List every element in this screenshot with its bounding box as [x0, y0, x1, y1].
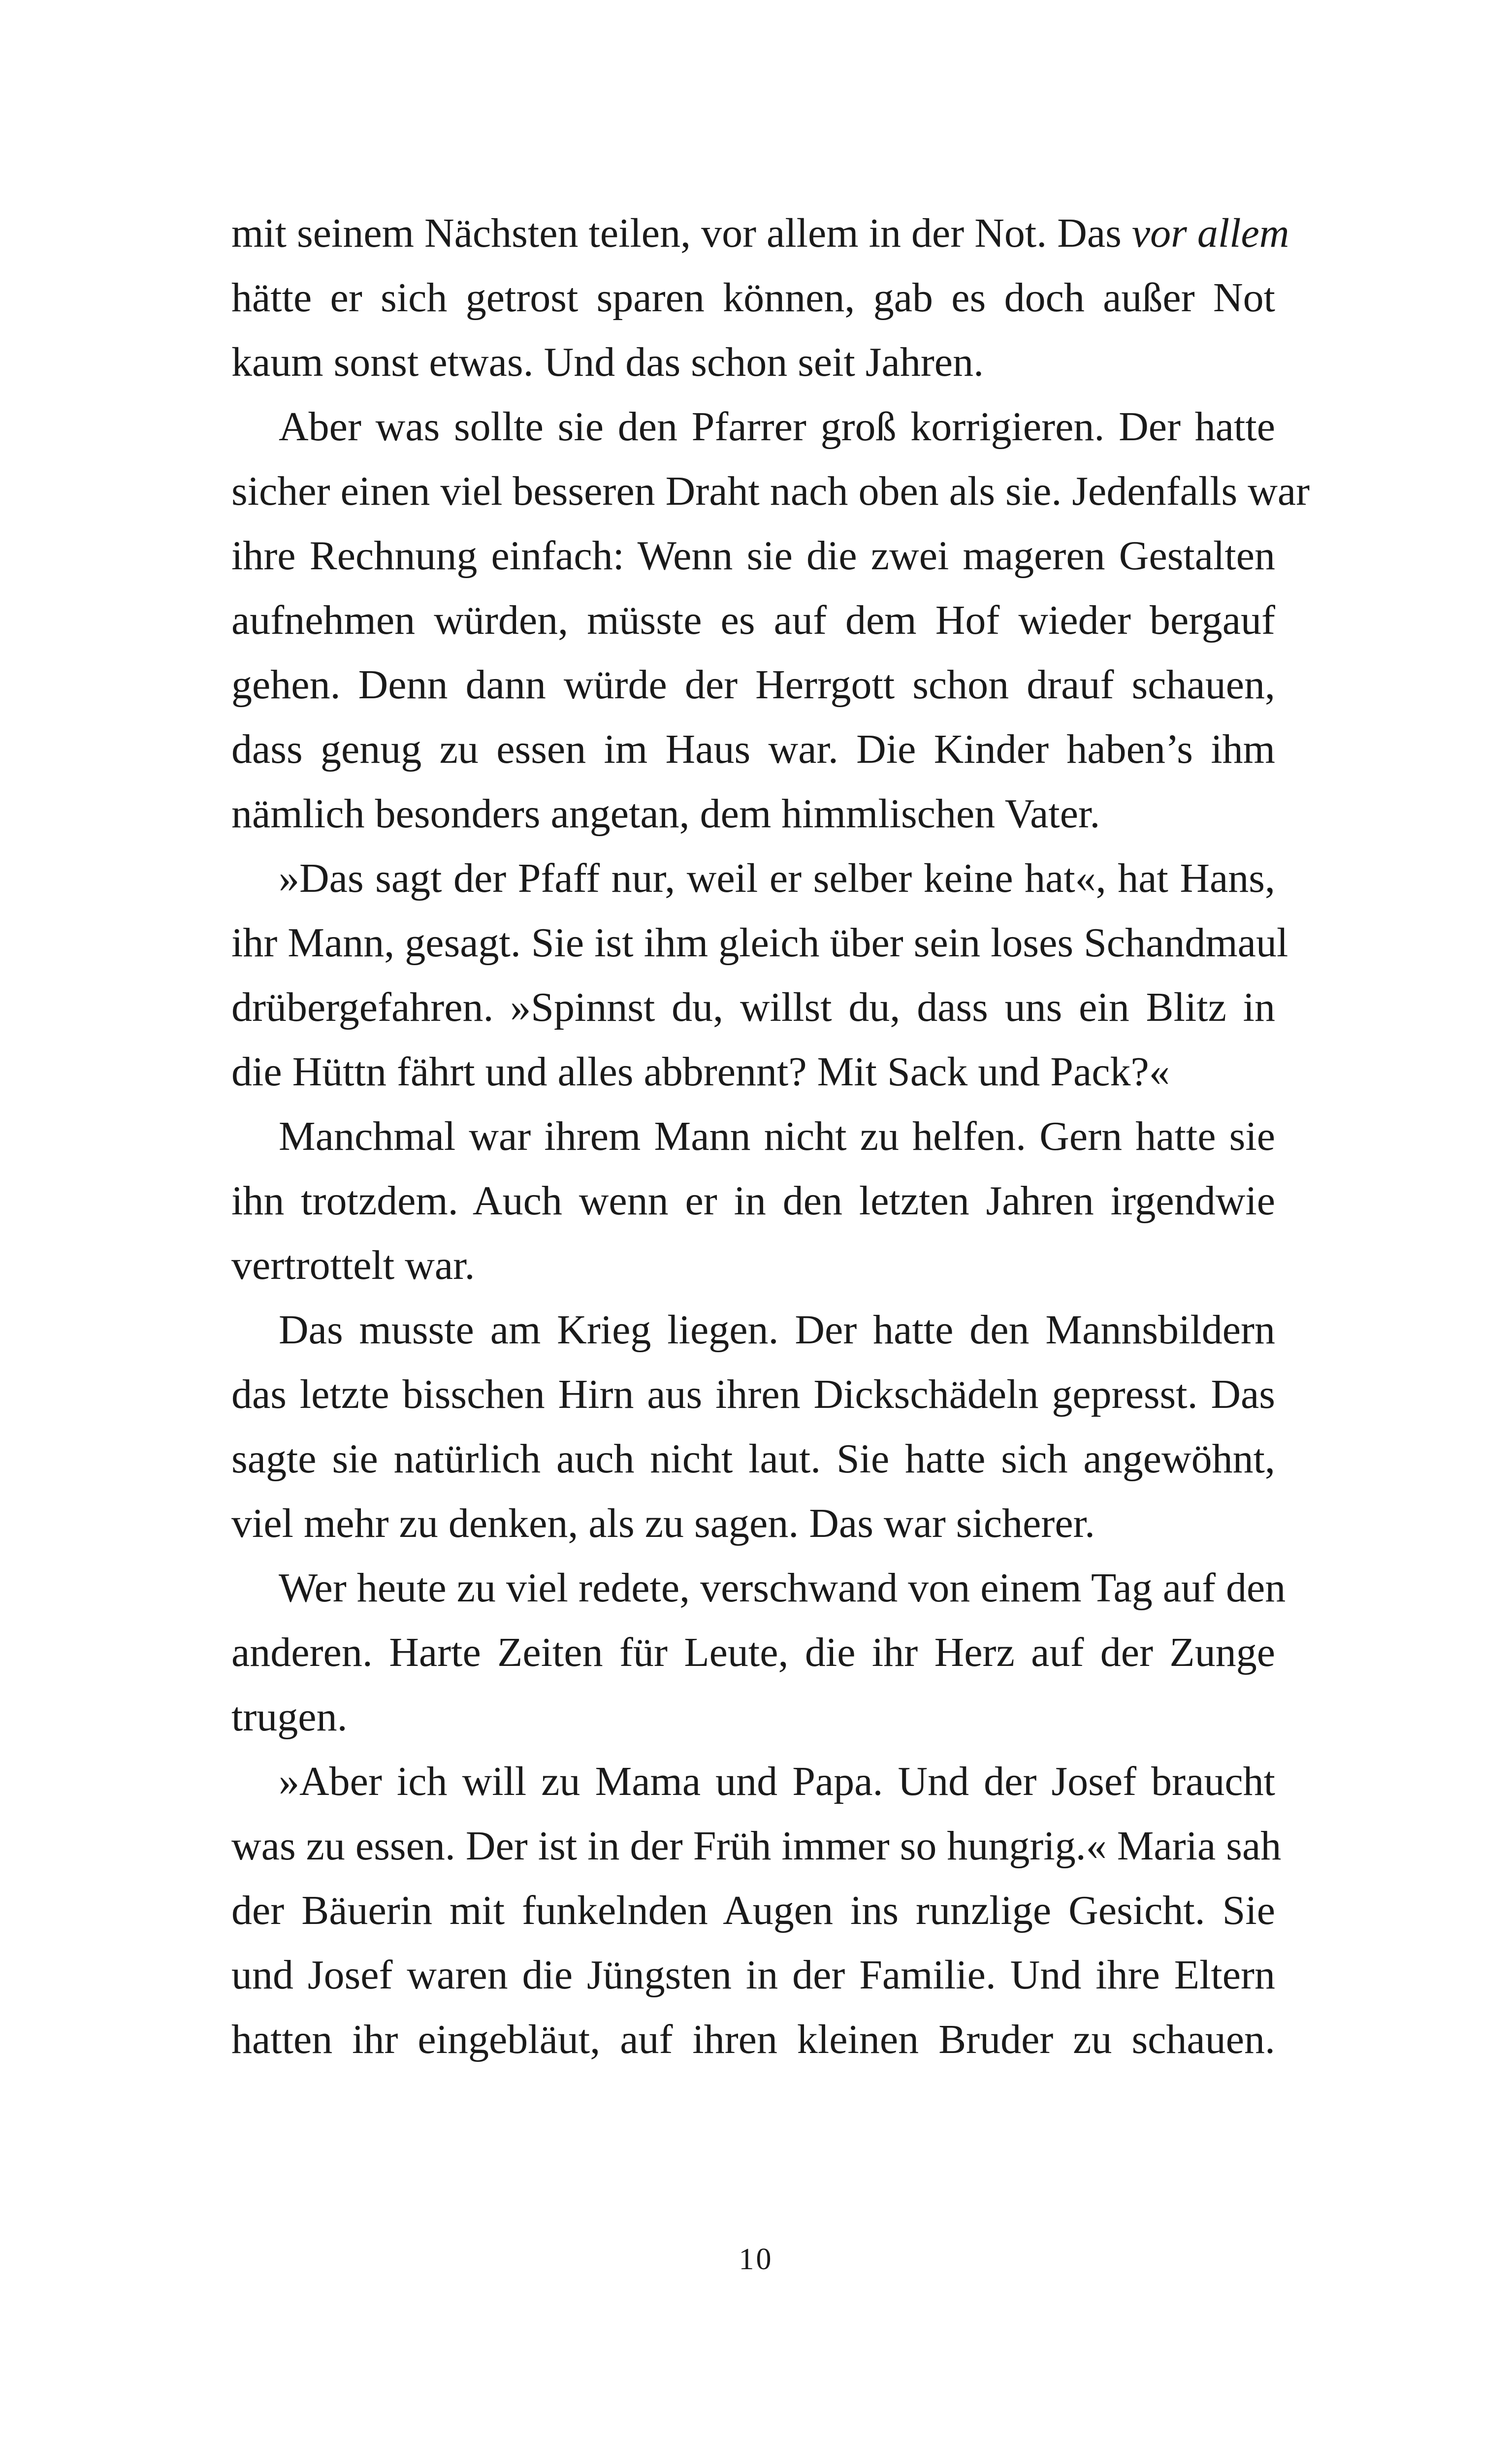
- line-text: sagte sie natürlich auch nicht laut. Sie hatte sich angewöhnt,: [231, 1436, 1275, 1482]
- text-line: [231, 1556, 1286, 1620]
- text-line: [231, 1943, 1275, 2007]
- line-text: sicher einen viel besseren Draht nach oben als sie. Jedenfalls war: [231, 468, 1310, 514]
- text-line: [231, 975, 1275, 1040]
- body-text: [231, 201, 1310, 2072]
- line-text: kaum sonst etwas. Und das schon seit Jahren.: [231, 339, 984, 385]
- line-text: Aber was sollte sie den Pfarrer groß korrigieren. Der hatte: [279, 404, 1275, 450]
- text-line: [231, 1233, 1275, 1298]
- line-text: hatten ihr eingebläut, auf ihren kleinen Bruder zu schauen.: [231, 2017, 1275, 2062]
- line-text: was zu essen. Der ist in der Früh immer so hungrig.« Maria sah: [231, 1823, 1282, 1869]
- line-text: trugen.: [231, 1694, 348, 1740]
- text-line: [231, 1298, 1275, 1362]
- text-line: [231, 330, 1275, 394]
- line-text: ihn trotzdem. Auch wenn er in den letzten Jahren irgendwie: [231, 1178, 1275, 1224]
- text-line: [231, 1427, 1275, 1491]
- line-text: ihre Rechnung einfach: Wenn sie die zwei mageren Gestalten: [231, 533, 1275, 579]
- line-text: Manchmal war ihrem Mann nicht zu helfen. Gern hatte sie: [279, 1113, 1275, 1159]
- line-text: anderen. Harte Zeiten für Leute, die ihr Herz auf der Zunge: [231, 1629, 1275, 1675]
- text-line: [231, 1040, 1275, 1104]
- text-line: [231, 1814, 1282, 1878]
- line-text: Das musste am Krieg liegen. Der hatte den Mannsbildern: [279, 1307, 1275, 1353]
- text-line: [231, 846, 1275, 911]
- emphasis-text: vor allem: [1131, 210, 1289, 256]
- line-text: der Bäuerin mit funkelnden Augen ins runzlige Gesicht. Sie: [231, 1888, 1275, 1933]
- text-line: [231, 1169, 1275, 1233]
- line-text: gehen. Denn dann würde der Herrgott schon drauf schauen,: [231, 662, 1275, 708]
- line-text: »Aber ich will zu Mama und Papa. Und der Josef braucht: [279, 1759, 1275, 1804]
- line-text: die Hüttn fährt und alles abbrennt? Mit Sack und Pack?«: [231, 1049, 1170, 1095]
- text-line: [231, 1362, 1275, 1427]
- line-text: drübergefahren. »Spinnst du, willst du, dass uns ein Blitz in: [231, 984, 1275, 1030]
- line-text: hätte er sich getrost sparen können, gab es doch außer Not: [231, 275, 1275, 321]
- text-line: [231, 652, 1275, 717]
- text-line: [231, 459, 1310, 523]
- text-line: [231, 201, 1289, 265]
- line-text: viel mehr zu denken, als zu sagen. Das war sicherer.: [231, 1500, 1095, 1546]
- text-line: [231, 782, 1275, 846]
- line-text: ihr Mann, gesagt. Sie ist ihm gleich über sein loses Schandmaul: [231, 920, 1288, 966]
- text-line: [231, 523, 1275, 588]
- page-number: 10: [739, 2243, 773, 2276]
- text-line: [231, 394, 1275, 459]
- line-text: aufnehmen würden, müsste es auf dem Hof wieder bergauf: [231, 597, 1275, 643]
- line-text: mit seinem Nächsten teilen, vor allem in der Not. Das: [231, 210, 1132, 256]
- line-text: vertrottelt war.: [231, 1242, 475, 1288]
- text-line: [231, 1104, 1275, 1169]
- text-line: [231, 1491, 1275, 1556]
- line-text: und Josef waren die Jüngsten in der Familie. Und ihre Eltern: [231, 1952, 1275, 1998]
- line-text: Wer heute zu viel redete, verschwand von einem Tag auf den: [279, 1565, 1286, 1611]
- text-line: [231, 588, 1275, 652]
- text-line: [231, 911, 1288, 975]
- text-line: [231, 1878, 1275, 1943]
- text-line: [231, 2007, 1275, 2072]
- text-line: [231, 1749, 1275, 1814]
- line-text: das letzte bisschen Hirn aus ihren Dickschädeln gepresst. Das: [231, 1371, 1275, 1417]
- text-line: [231, 1685, 1275, 1749]
- line-text: »Das sagt der Pfaff nur, weil er selber keine hat«, hat Hans,: [279, 855, 1275, 901]
- line-text: nämlich besonders angetan, dem himmlischen Vater.: [231, 791, 1100, 837]
- text-line: [231, 1620, 1275, 1685]
- line-text: dass genug zu essen im Haus war. Die Kinder haben’s ihm: [231, 726, 1275, 772]
- text-line: [231, 265, 1275, 330]
- text-line: [231, 717, 1275, 782]
